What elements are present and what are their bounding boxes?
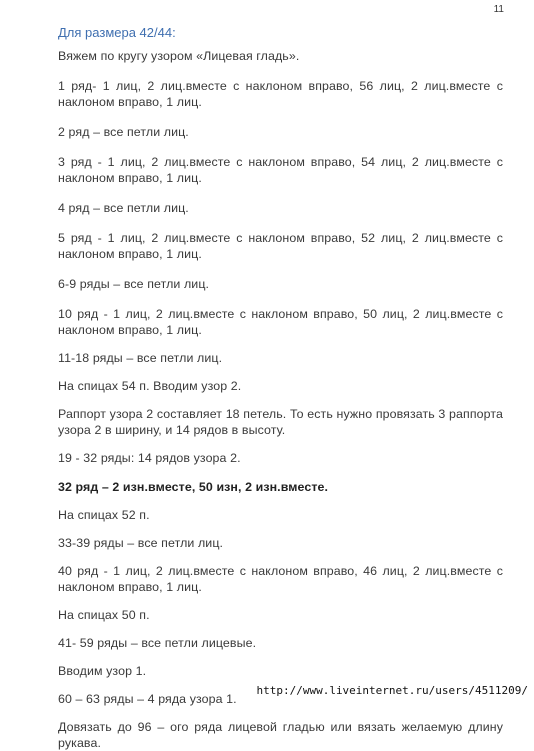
instruction-paragraph: 60 – 63 ряды – 4 ряда узора 1. bbox=[58, 692, 237, 706]
instruction-paragraph: На спицах 52 п. bbox=[58, 508, 150, 522]
instruction-paragraph: Вяжем по кругу узором «Лицевая гладь». bbox=[58, 49, 300, 63]
instruction-paragraph: 10 ряд - 1 лиц, 2 лиц.вместе с наклоном вправо, 50 лиц, 2 лиц.вместе с наклоном вправо, 1 лиц. bbox=[58, 307, 503, 337]
instruction-paragraph: 5 ряд - 1 лиц, 2 лиц.вместе с наклоном вправо, 52 лиц, 2 лиц.вместе с наклоном вправо, 1 лиц. bbox=[58, 231, 503, 261]
instruction-paragraph: 11-18 ряды – все петли лиц. bbox=[58, 351, 223, 365]
instruction-paragraph: 40 ряд - 1 лиц, 2 лиц.вместе с наклоном вправо, 46 лиц, 2 лиц.вместе с наклоном вправо, 1 лиц. bbox=[58, 564, 503, 594]
instruction-paragraph: 2 ряд – все петли лиц. bbox=[58, 125, 189, 139]
page-number: 11 bbox=[493, 4, 504, 15]
instruction-paragraph: 32 ряд – 2 изн.вместе, 50 изн, 2 изн.вместе. bbox=[58, 480, 329, 494]
instruction-paragraph: На спицах 50 п. bbox=[58, 608, 150, 622]
section-heading: Для размера 42/44: bbox=[58, 25, 176, 40]
instruction-paragraph: Вводим узор 1. bbox=[58, 664, 147, 678]
instruction-paragraph: На спицах 54 п. Вводим узор 2. bbox=[58, 379, 242, 393]
instruction-paragraph: 3 ряд - 1 лиц, 2 лиц.вместе с наклоном вправо, 54 лиц, 2 лиц.вместе с наклоном вправо, 1 лиц. bbox=[58, 155, 503, 185]
instruction-paragraph: 4 ряд – все петли лиц. bbox=[58, 201, 189, 215]
instructions-body bbox=[58, 48, 503, 751]
instruction-paragraph: Раппорт узора 2 составляет 18 петель. То есть нужно провязать 3 раппорта узора 2 в ширину, и 14 рядов в высоту. bbox=[58, 407, 503, 437]
instruction-paragraph: 6-9 ряды – все петли лиц. bbox=[58, 277, 210, 291]
source-url-watermark: http://www.liveinternet.ru/users/4511209/ bbox=[256, 684, 528, 697]
instruction-paragraph: Довязать до 96 – ого ряда лицевой гладью или вязать желаемую длину рукава. bbox=[58, 720, 503, 750]
instruction-paragraph: 1 ряд- 1 лиц, 2 лиц.вместе с наклоном вправо, 56 лиц, 2 лиц.вместе с наклоном вправо, 1 лиц. bbox=[58, 79, 503, 109]
instruction-paragraph: 41- 59 ряды – все петли лицевые. bbox=[58, 636, 257, 650]
instruction-paragraph: 33-39 ряды – все петли лиц. bbox=[58, 536, 224, 550]
instruction-paragraph: 19 - 32 ряды: 14 рядов узора 2. bbox=[58, 451, 241, 465]
